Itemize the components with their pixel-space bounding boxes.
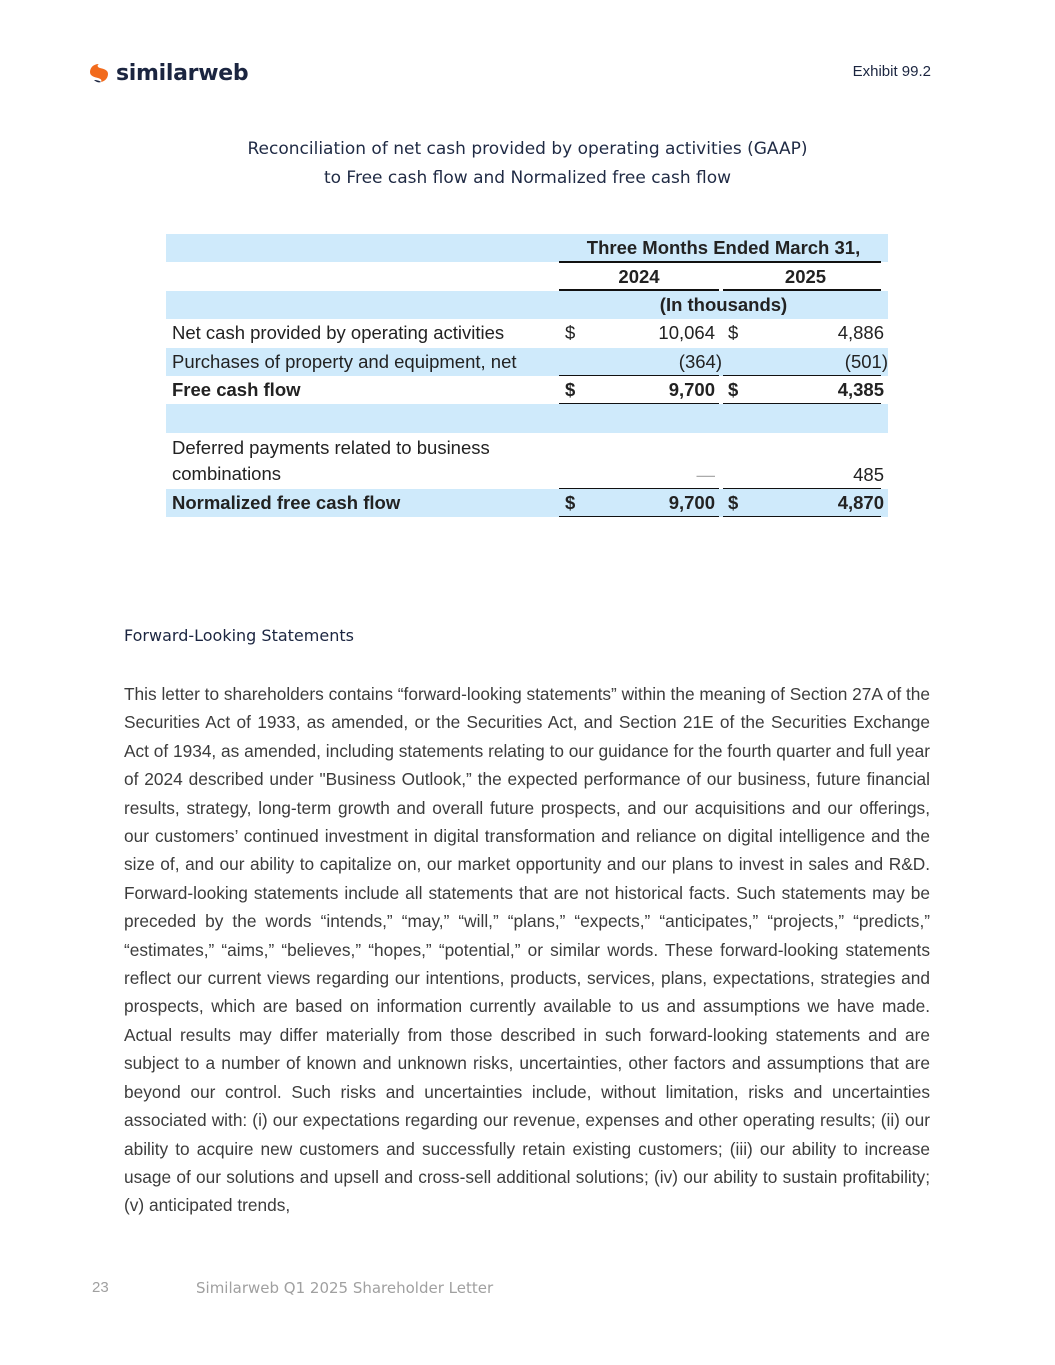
value-2024: 9,700 [668,379,715,401]
row-label-line-1: Deferred payments related to business [172,436,490,458]
table-row-normalized-free-cash-flow [166,489,888,517]
value-2024: — [696,463,715,485]
value-2024: 9,700 [668,491,715,513]
year-2024-header: 2024 [618,265,660,287]
currency-symbol: $ [565,322,576,344]
row-label: Purchases of property and equipment, net [172,350,517,372]
year-2025-header: 2025 [784,265,827,287]
title-line-1: Reconciliation of net cash provided by operating activities (GAAP) [247,139,808,159]
value-2025: 4,870 [837,491,884,513]
forward-looking-paragraph: This letter to shareholders contains “forward-looking statements” within the meaning of Section 27A of the Securities Act of 1933, as amended, or the Securities Act, and Section 21E of the Securities Exchange Act of 1934, as amended, including statements relating to our guidance for the fourth quarter and full year of 2024 described under "Business Outlook,” the expected performance of our business, future financial results, strategy, long-term growth and overall future prospects, and our acquisitions and our offerings, our customers’ continued investment in digital transformation and reliance on digital intelligence and the size of, and our ability to capitalize on, our market opportunity and our plans to invest in sales and R&D. Forward-looking statements include all statements that are not historical facts. Such statements may be preceded by the words “intends,” “may,” “will,” “plans,” “expects,” “anticipates,” “projects,” “predicts,” “estimates,” “aims,” “believes,” “hopes,” “potential,” or similar words. These forward-looking statements reflect our current views regarding our intentions, products, services, plans, expectations, strategies and prospects, which are based on information currently available to us and assumptions we have made. Actual results may differ materially from those described in such forward-looking statements and are subject to a number of known and unknown risks, uncertainties, other factors and assumptions that are beyond our control. Such risks and uncertainties include, without limitation, risks and uncertainties associated with: (i) our expectations regarding our revenue, expenses and other operating results; (ii) our ability to acquire new customers and successfully retain existing customers; (iii) our ability to increase usage of our solutions and upsell and cross-sell additional solutions; (iv) our ability to sustain profitability; (v) anticipated trends, [124,684,930,1216]
units-label: (In thousands) [659,293,788,315]
value-2024: (364) [678,350,722,372]
units-row [166,291,888,319]
period-header: Three Months Ended March 31, [586,237,861,259]
page-number: 23 [92,1279,109,1296]
title-line-2: to Free cash flow and Normalized free cash flow [323,168,732,188]
currency-symbol: $ [728,379,739,401]
row-label-line-2: combinations [172,462,282,484]
currency-symbol: $ [565,491,576,513]
value-2025: 485 [853,463,884,485]
exhibit-label: Exhibit 99.2 [852,63,931,80]
similarweb-logo-icon [88,62,110,84]
table-row [166,319,888,347]
similarweb-logo [88,58,248,88]
currency-symbol: $ [565,379,576,401]
table-row-free-cash-flow [166,376,888,404]
row-label [172,433,532,489]
row-label: Net cash provided by operating activities [172,322,505,344]
table-row [166,348,888,376]
logo-wordmark: similarweb [116,60,249,86]
footer-doc-title: Similarweb Q1 2025 Shareholder Letter [196,1279,494,1297]
value-2025: 4,886 [837,322,884,344]
table-header-row [166,234,888,262]
table-row [166,433,888,489]
reconciliation-title [0,135,1055,193]
row-label: Free cash flow [172,379,301,401]
section-heading: Forward-Looking Statements [124,626,354,645]
spacer-row [166,404,888,432]
cash-flow-table [166,234,888,517]
year-header-row [166,262,888,290]
row-label: Normalized free cash flow [172,491,401,513]
currency-symbol: $ [728,491,739,513]
value-2025: 4,385 [837,379,884,401]
value-2025: (501) [844,350,888,372]
value-2024: 10,064 [658,322,715,344]
currency-symbol: $ [728,322,739,344]
